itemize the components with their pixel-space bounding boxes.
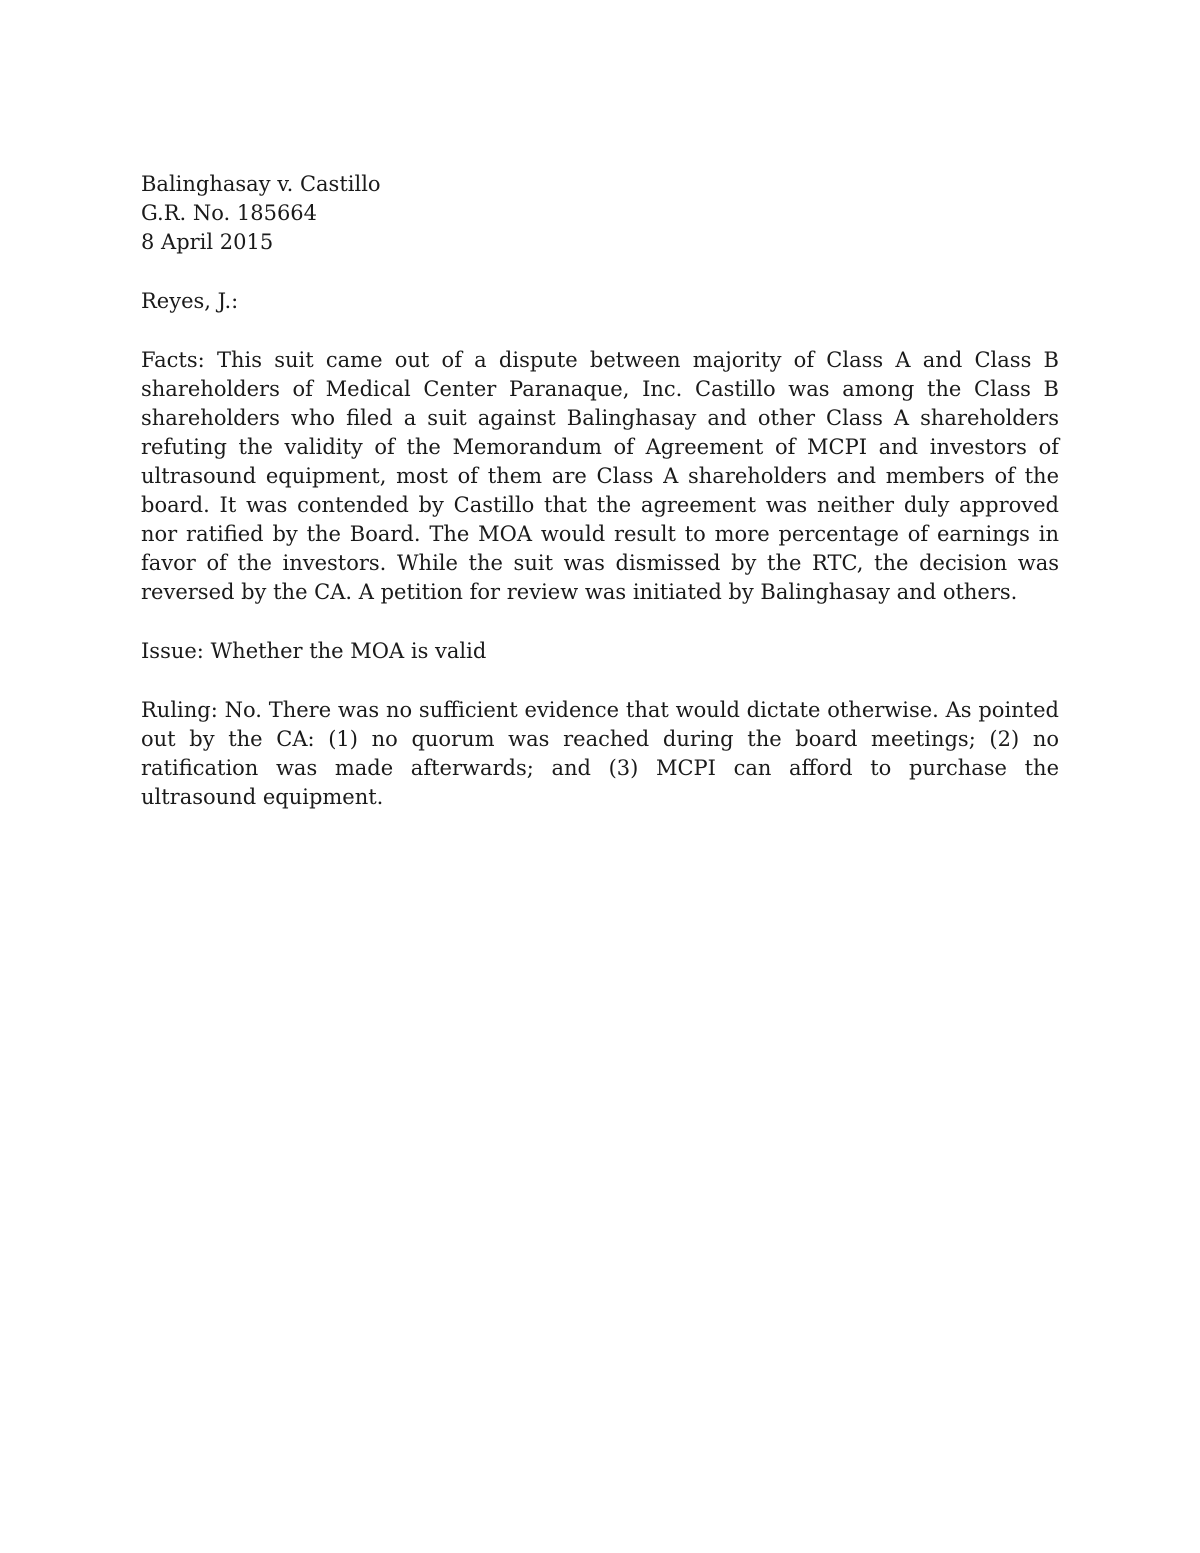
ruling-label: Ruling: [141,698,218,722]
ruling-text: No. There was no sufficient evidence that would dictate otherwise. As pointed out by the CA: (1) no quorum was reached during the board meetings; (2) no ratification was made afterwards; and (3) MCPI can afford to purchase the ultrasound equipment. [141,698,1059,809]
issue-paragraph [141,637,1059,666]
gr-number: G.R. No. 185664 [141,201,318,225]
facts-text: This suit came out of a dispute between majority of Class A and Class B shareholders of Medical Center Paranaque, Inc. Castillo was among the Class B shareholders who filed a suit against Balinghasay and other Class A shareholders refuting the validity of the Memorandum of Agreement of MCPI and investors of ultrasound equipment, most of them are Class A shareholders and members of the board. It was contended by Castillo that the agreement was neither duly approved nor ratified by the Board. The MOA would result to more percentage of earnings in favor of the investors. While the suit was dismissed by the RTC, the decision was reversed by the CA. A petition for review was initiated by Balinghasay and others. [141,348,1059,604]
document-body [141,170,1059,812]
issue-text: Whether the MOA is valid [210,639,487,663]
decision-date: 8 April 2015 [141,230,274,254]
case-title: Balinghasay v. Castillo [141,172,381,196]
facts-paragraph [141,346,1059,607]
case-header [141,170,1059,257]
facts-label: Facts: [141,348,205,372]
issue-label: Issue: [141,639,204,663]
ruling-paragraph [141,696,1059,812]
ponente: Reyes, J.: [141,289,239,313]
